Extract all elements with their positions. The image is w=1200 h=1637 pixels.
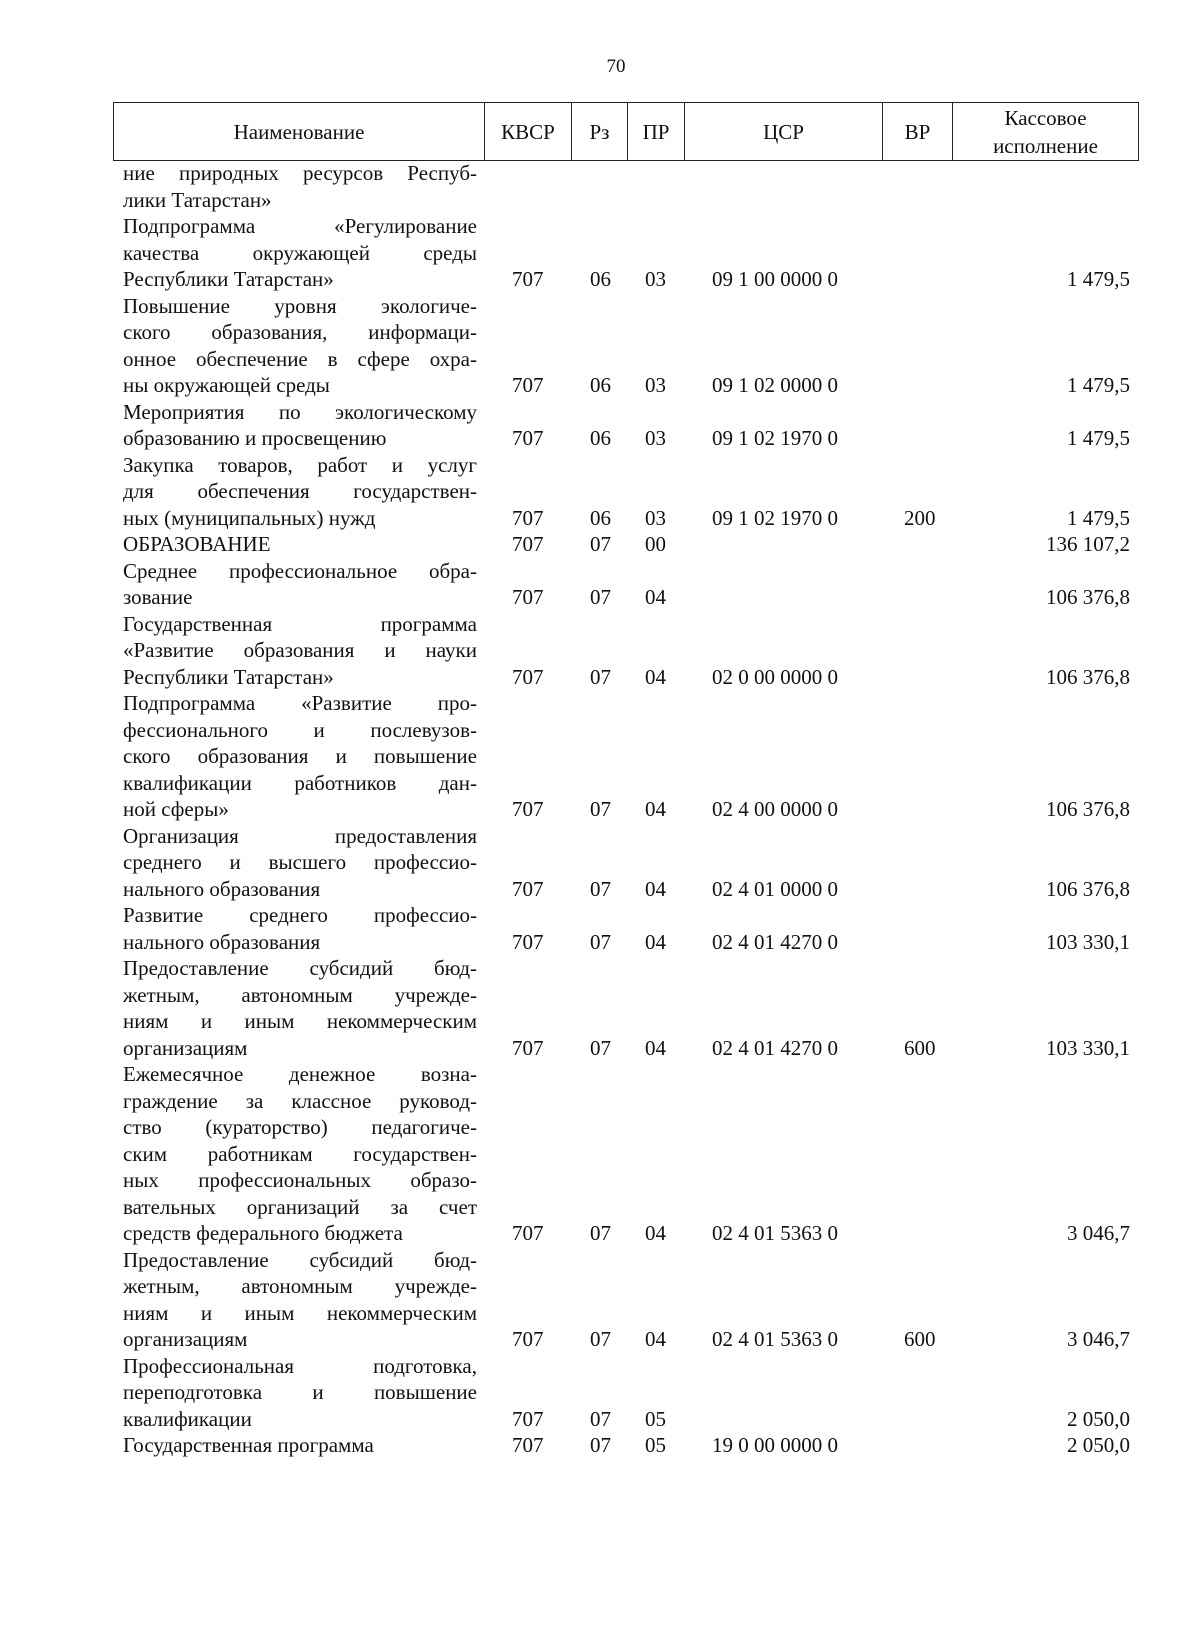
- row-name: [123, 399, 477, 452]
- cell-amount: 106 376,8: [1046, 585, 1130, 609]
- cell-kvsr: 707: [512, 373, 544, 397]
- row-name-line: ны окружающей среды: [123, 373, 330, 397]
- cell-kvsr: 707: [512, 505, 544, 530]
- row-name: [123, 213, 477, 293]
- row-name-line: ство (кураторство) педагогиче-: [123, 1115, 477, 1139]
- cell-csr: 02 4 01 4270 0: [712, 1035, 838, 1060]
- cell-csr: 02 4 01 0000 0: [712, 876, 838, 901]
- header-rz: Рз: [572, 103, 628, 160]
- cell-csr: 09 1 02 1970 0: [712, 426, 838, 450]
- header-kvsr: КВСР: [485, 103, 572, 160]
- table-row: [0, 902, 1200, 955]
- cell-rz: 07: [590, 929, 611, 954]
- cell-csr: 02 4 00 0000 0: [712, 797, 838, 821]
- row-name-line: ского образования, информаци-: [123, 320, 477, 344]
- header-vr: ВР: [883, 103, 953, 160]
- row-name-line: Профессиональная подготовка,: [123, 1353, 477, 1378]
- header-name: Наименование: [114, 103, 485, 160]
- row-name: [123, 531, 477, 558]
- row-name-line: Подпрограмма «Регулирование: [123, 214, 477, 238]
- cell-kvsr: 707: [512, 585, 544, 609]
- cell-amount: 1 479,5: [1067, 267, 1130, 291]
- cell-pr: 04: [645, 585, 666, 609]
- cell-pr: 04: [645, 664, 666, 689]
- cell-rz: 07: [590, 797, 611, 821]
- cell-pr: 03: [645, 505, 666, 530]
- row-name-line: ским работникам государствен-: [123, 1141, 477, 1166]
- header-pr: ПР: [628, 103, 685, 160]
- row-name-line: «Развитие образования и науки: [123, 638, 477, 662]
- cell-amount: 106 376,8: [1046, 797, 1130, 821]
- cell-amount: 106 376,8: [1046, 664, 1130, 689]
- row-name-line: Среднее профессиональное обра-: [123, 558, 477, 583]
- cell-rz: 07: [590, 664, 611, 689]
- cell-vr: 200: [904, 505, 936, 530]
- cell-pr: 05: [645, 1406, 666, 1431]
- cell-csr: 02 4 01 5363 0: [712, 1221, 838, 1245]
- row-name-line: онное обеспечение в сфере охра-: [123, 346, 477, 371]
- row-name-line: Государственная программа: [123, 611, 477, 636]
- cell-rz: 06: [590, 426, 611, 450]
- cell-rz: 07: [590, 876, 611, 901]
- table-row: [0, 1247, 1200, 1353]
- row-name-line: жетным, автономным учрежде-: [123, 1274, 477, 1298]
- row-name-line: Повышение уровня экологиче-: [123, 293, 477, 318]
- row-name-line: Республики Татарстан»: [123, 664, 334, 689]
- cell-amount: 106 376,8: [1046, 876, 1130, 901]
- cell-amount: 2 050,0: [1067, 1406, 1130, 1431]
- cell-rz: 07: [590, 1035, 611, 1060]
- table-header: [113, 102, 1139, 161]
- cell-amount: 103 330,1: [1046, 1035, 1130, 1060]
- cell-pr: 04: [645, 797, 666, 821]
- row-name-line: средств федерального бюджета: [123, 1221, 403, 1245]
- cell-rz: 06: [590, 505, 611, 530]
- cell-csr: 09 1 00 0000 0: [712, 267, 838, 291]
- cell-csr: 02 0 00 0000 0: [712, 664, 838, 689]
- cell-amount: 1 479,5: [1067, 426, 1130, 450]
- cell-amount: 1 479,5: [1067, 505, 1130, 530]
- table-row: [0, 955, 1200, 1061]
- cell-kvsr: 707: [512, 1406, 544, 1431]
- table-row: [0, 452, 1200, 532]
- row-name-line: жетным, автономным учрежде-: [123, 982, 477, 1007]
- cell-vr: 600: [904, 1035, 936, 1060]
- row-name-line: Республики Татарстан»: [123, 267, 334, 291]
- row-name: [123, 293, 477, 399]
- cell-kvsr: 707: [512, 929, 544, 954]
- row-name: [123, 1353, 477, 1433]
- cell-amount: 1 479,5: [1067, 373, 1130, 397]
- row-name: [123, 160, 477, 213]
- row-name-line: ных (муниципальных) нужд: [123, 505, 376, 530]
- cell-pr: 04: [645, 1035, 666, 1060]
- cell-kvsr: 707: [512, 1035, 544, 1060]
- table-row: [0, 293, 1200, 399]
- cell-rz: 07: [590, 1221, 611, 1245]
- cell-pr: 03: [645, 426, 666, 450]
- row-name-line: ниям и иным некоммерческим: [123, 1300, 477, 1325]
- cell-amount: 3 046,7: [1067, 1221, 1130, 1245]
- cell-kvsr: 707: [512, 1221, 544, 1245]
- row-name-line: переподготовка и повышение: [123, 1380, 477, 1404]
- row-name-line: ского образования и повышение: [123, 744, 477, 768]
- cell-pr: 00: [645, 532, 666, 556]
- cell-amount: 2 050,0: [1067, 1433, 1130, 1457]
- row-name-line: квалификации: [123, 1406, 252, 1431]
- cell-csr: 02 4 01 5363 0: [712, 1327, 838, 1351]
- row-name-line: Закупка товаров, работ и услуг: [123, 452, 477, 477]
- cell-vr: 600: [904, 1327, 936, 1351]
- row-name-line: Предоставление субсидий бюд-: [123, 1247, 477, 1272]
- row-name-line: лики Татарстан»: [123, 187, 272, 212]
- cell-pr: 03: [645, 267, 666, 291]
- cell-pr: 04: [645, 876, 666, 901]
- cell-pr: 05: [645, 1433, 666, 1457]
- cell-csr: 09 1 02 0000 0: [712, 373, 838, 397]
- page-number: 70: [606, 56, 626, 77]
- cell-amount: 3 046,7: [1067, 1327, 1130, 1351]
- row-name-line: Предоставление субсидий бюд-: [123, 956, 477, 980]
- row-name-line: ной сферы»: [123, 797, 229, 821]
- cell-rz: 06: [590, 267, 611, 291]
- row-name-line: зование: [123, 585, 193, 609]
- row-name-line: граждение за классное руковод-: [123, 1088, 477, 1113]
- row-name-line: фессионального и послевузов-: [123, 717, 477, 742]
- header-kassovoe: Кассовое исполнение: [993, 105, 1098, 158]
- cell-kvsr: 707: [512, 1433, 544, 1457]
- table-row: [0, 558, 1200, 611]
- row-name-line: среднего и высшего профессио-: [123, 850, 477, 874]
- table-row: [0, 399, 1200, 452]
- row-name: [123, 955, 477, 1061]
- cell-kvsr: 707: [512, 664, 544, 689]
- cell-kvsr: 707: [512, 532, 544, 556]
- row-name: [123, 558, 477, 611]
- row-name: [123, 1247, 477, 1353]
- cell-pr: 04: [645, 929, 666, 954]
- row-name-line: образованию и просвещению: [123, 426, 387, 450]
- row-name-line: Мероприятия по экологическому: [123, 399, 477, 424]
- cell-pr: 04: [645, 1327, 666, 1351]
- row-name-line: квалификации работников дан-: [123, 770, 477, 795]
- cell-amount: 136 107,2: [1046, 532, 1130, 556]
- row-name-line: для обеспечения государствен-: [123, 479, 477, 503]
- row-name-line: организациям: [123, 1035, 248, 1060]
- cell-pr: 03: [645, 373, 666, 397]
- cell-rz: 07: [590, 1327, 611, 1351]
- cell-csr: 09 1 02 1970 0: [712, 505, 838, 530]
- row-name-line: Организация предоставления: [123, 823, 477, 848]
- table-row: [0, 1432, 1200, 1459]
- cell-kvsr: 707: [512, 797, 544, 821]
- row-name-line: вательных организаций за счет: [123, 1194, 477, 1219]
- cell-rz: 06: [590, 373, 611, 397]
- row-name-line: Государственная программа: [123, 1433, 374, 1457]
- row-name-line: Подпрограмма «Развитие про-: [123, 691, 477, 715]
- row-name-line: организациям: [123, 1327, 248, 1351]
- cell-rz: 07: [590, 585, 611, 609]
- row-name-line: качества окружающей среды: [123, 240, 477, 265]
- row-name-line: нального образования: [123, 876, 321, 901]
- table-row: [0, 611, 1200, 691]
- row-name-line: ние природных ресурсов Респуб-: [123, 161, 477, 185]
- cell-kvsr: 707: [512, 267, 544, 291]
- row-name: [123, 452, 477, 532]
- cell-csr: 19 0 00 0000 0: [712, 1433, 838, 1457]
- row-name-line: ОБРАЗОВАНИЕ: [123, 532, 271, 556]
- row-name-line: нального образования: [123, 929, 321, 954]
- table-row: [0, 213, 1200, 293]
- table-row: [0, 690, 1200, 823]
- table-row: [0, 1061, 1200, 1247]
- cell-rz: 07: [590, 1406, 611, 1431]
- row-name: [123, 1432, 477, 1459]
- table-row: [0, 531, 1200, 558]
- table-row: [0, 823, 1200, 903]
- table-row: [0, 1353, 1200, 1433]
- header-csr: ЦСР: [685, 103, 883, 160]
- cell-rz: 07: [590, 1433, 611, 1457]
- row-name: [123, 690, 477, 823]
- cell-rz: 07: [590, 532, 611, 556]
- cell-csr: 02 4 01 4270 0: [712, 929, 838, 954]
- table-row: [0, 160, 1200, 213]
- row-name: [123, 611, 477, 691]
- row-name: [123, 902, 477, 955]
- row-name-line: Развитие среднего профессио-: [123, 903, 477, 927]
- row-name: [123, 1061, 477, 1247]
- row-name: [123, 823, 477, 903]
- cell-kvsr: 707: [512, 1327, 544, 1351]
- cell-kvsr: 707: [512, 426, 544, 450]
- row-name-line: ниям и иным некоммерческим: [123, 1009, 477, 1033]
- row-name-line: ных профессиональных образо-: [123, 1168, 477, 1192]
- cell-amount: 103 330,1: [1046, 929, 1130, 954]
- cell-kvsr: 707: [512, 876, 544, 901]
- cell-pr: 04: [645, 1221, 666, 1245]
- row-name-line: Ежемесячное денежное возна-: [123, 1062, 477, 1086]
